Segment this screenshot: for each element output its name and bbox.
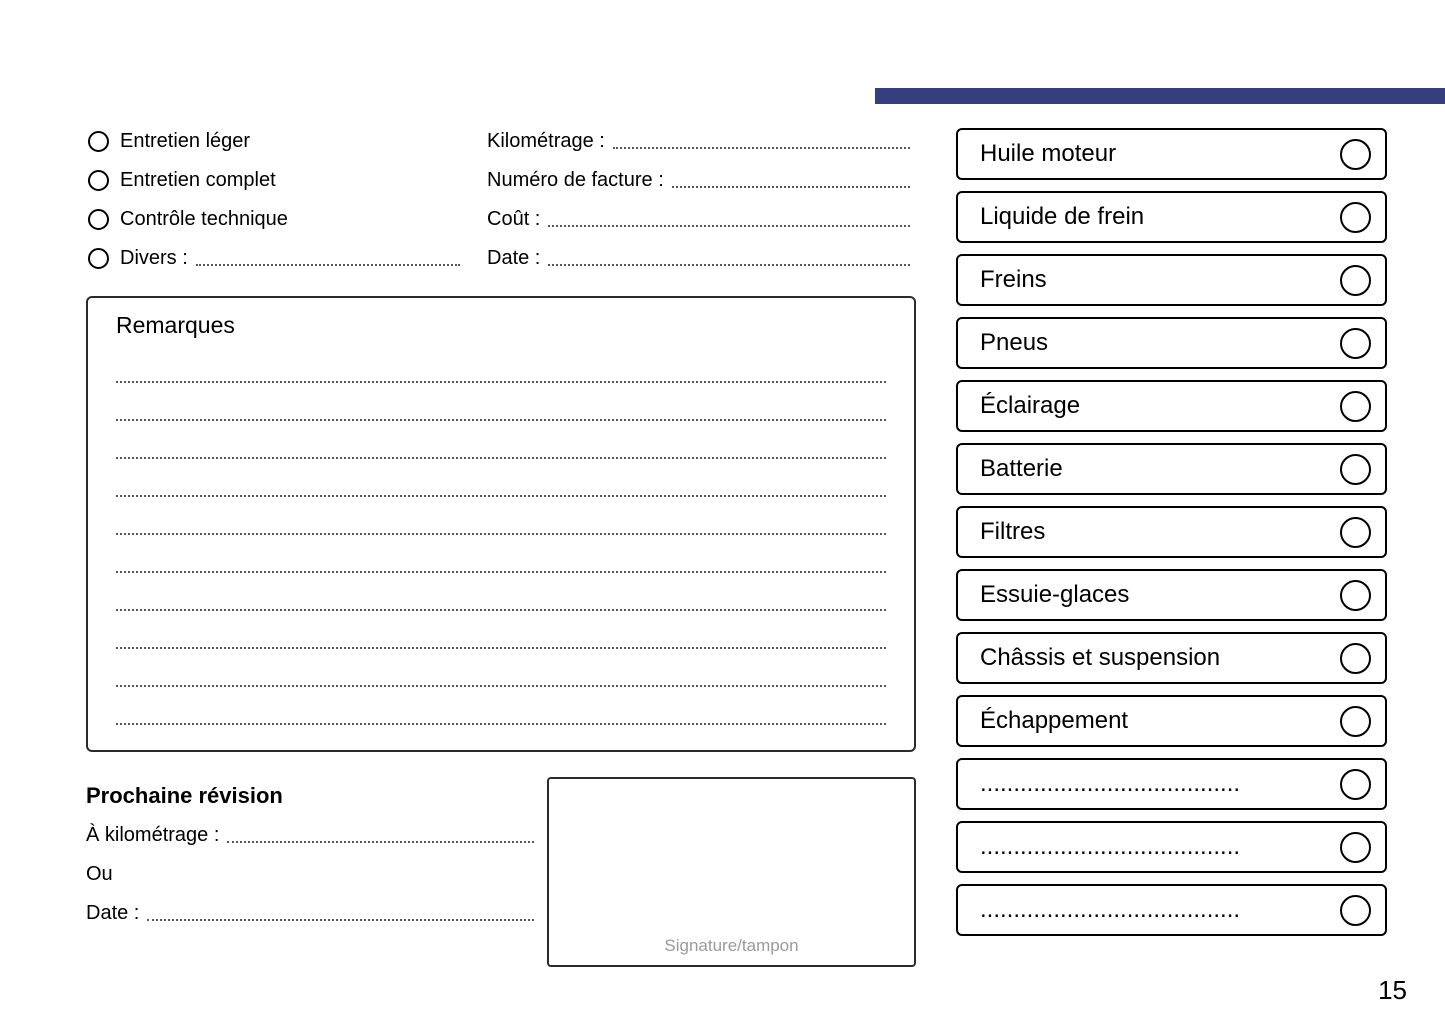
remarks-write-line [116, 459, 886, 497]
check-item-freins [956, 254, 1387, 306]
remarks-lines [116, 345, 886, 725]
check-item-label: Pneus [980, 329, 1049, 356]
radio-divers[interactable] [88, 248, 109, 269]
check-circle[interactable] [1340, 517, 1371, 548]
check-item-eclairage [956, 380, 1387, 432]
check-item-label: Liquide de frein [980, 203, 1145, 230]
service-type-group [88, 122, 460, 278]
next-service-or-label: Ou [86, 863, 113, 885]
check-circle[interactable] [1340, 580, 1371, 611]
divers-write-line [196, 251, 460, 266]
numero-facture-write-line [672, 173, 910, 188]
remarks-write-line [116, 687, 886, 725]
check-circle[interactable] [1340, 832, 1371, 863]
field-row-kilometrage [487, 122, 910, 161]
next-service-date-label: Date : [86, 902, 140, 924]
remarks-title: Remarques [116, 312, 235, 338]
accent-bar [875, 88, 1445, 104]
check-item-liquide-de-frein [956, 191, 1387, 243]
check-item-blank-2 [956, 821, 1387, 873]
field-row-date [487, 239, 910, 278]
check-circle[interactable] [1340, 643, 1371, 674]
check-item-label: ....................................... [980, 833, 1241, 860]
check-item-label: Échappement [980, 707, 1129, 734]
check-item-label: ....................................... [980, 896, 1241, 923]
check-circle[interactable] [1340, 391, 1371, 422]
check-circle[interactable] [1340, 706, 1371, 737]
remarks-write-line [116, 421, 886, 459]
check-circle[interactable] [1340, 895, 1371, 926]
service-type-label: Divers : [120, 247, 188, 269]
check-item-label: Essuie-glaces [980, 581, 1130, 608]
check-item-label: Filtres [980, 518, 1046, 545]
check-item-label: Freins [980, 266, 1047, 293]
check-circle[interactable] [1340, 454, 1371, 485]
next-service-km-label: À kilométrage : [86, 824, 220, 846]
check-item-label: Éclairage [980, 392, 1081, 419]
check-circle[interactable] [1340, 769, 1371, 800]
check-item-pneus [956, 317, 1387, 369]
check-item-echappement [956, 695, 1387, 747]
field-row-numero-facture [487, 161, 910, 200]
cout-write-line [548, 212, 910, 227]
check-circle[interactable] [1340, 202, 1371, 233]
remarks-write-line [116, 649, 886, 687]
check-item-huile-moteur [956, 128, 1387, 180]
remarks-write-line [116, 611, 886, 649]
check-item-batterie [956, 443, 1387, 495]
service-type-label: Entretien complet [120, 169, 276, 191]
remarks-write-line [116, 383, 886, 421]
check-circle[interactable] [1340, 265, 1371, 296]
next-service-km-row [86, 816, 534, 855]
check-item-blank-3 [956, 884, 1387, 936]
remarks-write-line [116, 345, 886, 383]
remarks-write-line [116, 535, 886, 573]
field-row-cout [487, 200, 910, 239]
service-type-row [88, 200, 460, 239]
check-item-chassis-et-suspension [956, 632, 1387, 684]
radio-entretien-complet[interactable] [88, 170, 109, 191]
radio-entretien-leger[interactable] [88, 131, 109, 152]
next-service-title: Prochaine révision [86, 783, 283, 808]
next-service-date-write-line [147, 906, 534, 921]
field-label: Date : [487, 247, 541, 269]
service-type-row [88, 239, 460, 278]
remarks-write-line [116, 573, 886, 611]
radio-controle-technique[interactable] [88, 209, 109, 230]
service-type-row [88, 161, 460, 200]
field-label: Coût : [487, 208, 541, 230]
service-type-row [88, 122, 460, 161]
check-item-blank-1 [956, 758, 1387, 810]
invoice-fields-group [487, 122, 910, 278]
date-write-line [548, 251, 910, 266]
check-item-label: Batterie [980, 455, 1063, 482]
signature-box [547, 777, 916, 967]
check-circle[interactable] [1340, 139, 1371, 170]
kilometrage-write-line [613, 134, 910, 149]
check-item-filtres [956, 506, 1387, 558]
service-type-label: Contrôle technique [120, 208, 288, 230]
check-item-essuie-glaces [956, 569, 1387, 621]
check-item-label: ....................................... [980, 770, 1241, 797]
next-service-km-write-line [227, 828, 534, 843]
next-service-or-row [86, 855, 534, 894]
signature-label: Signature/tampon [664, 936, 799, 955]
check-item-label: Huile moteur [980, 140, 1117, 167]
next-service-section [86, 776, 534, 933]
check-circle[interactable] [1340, 328, 1371, 359]
field-label: Kilométrage : [487, 130, 605, 152]
check-item-label: Châssis et suspension [980, 644, 1221, 671]
field-label: Numéro de facture : [487, 169, 664, 191]
service-type-label: Entretien léger [120, 130, 251, 152]
checklist [956, 128, 1387, 947]
remarks-box [86, 296, 916, 752]
next-service-date-row [86, 894, 534, 933]
page-number: 15 [1378, 975, 1407, 1005]
remarks-write-line [116, 497, 886, 535]
